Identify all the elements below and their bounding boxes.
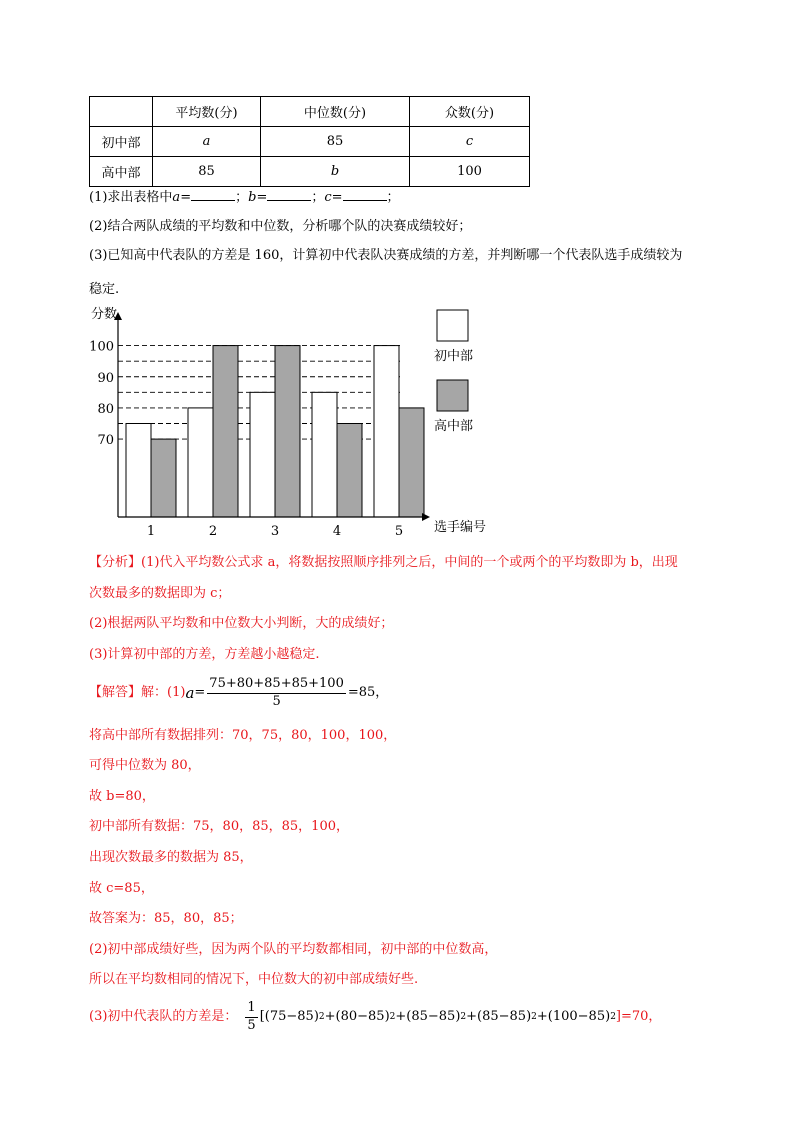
solution-line-7: 故 c=85， — [89, 881, 154, 896]
x-tick-label: 2 — [208, 524, 218, 538]
bar-junior — [250, 392, 275, 517]
variance-term: +(85−85) — [466, 1009, 532, 1024]
fraction-numerator: 75+80+85+85+100 — [207, 676, 346, 694]
bar-junior — [188, 408, 213, 517]
bar-junior — [126, 424, 151, 518]
x-tick-label: 4 — [332, 524, 342, 538]
y-tick-label: 90 — [97, 370, 114, 386]
variance-term: +(80−85) — [324, 1009, 390, 1024]
median-cell: b — [261, 157, 410, 187]
bar-senior — [213, 346, 238, 517]
square-exponent: 2 — [460, 1012, 467, 1022]
x-tick-label: 1 — [146, 524, 156, 538]
table-header-cell — [90, 97, 153, 127]
table-row — [90, 127, 530, 157]
question-3-line-1: (3)已知高中代表队的方差是 160，计算初中代表队决赛成绩的方差，并判断哪一个代表队选手成绩较为 — [89, 248, 683, 263]
variance-term: +(85−85) — [395, 1009, 461, 1024]
solution-line-3: 可得中位数为 80， — [89, 758, 201, 773]
legend-label: 初中部 — [434, 349, 474, 364]
fraction-denominator: 5 — [272, 694, 281, 709]
legend-swatch — [437, 310, 468, 341]
question-1 — [89, 188, 400, 207]
analysis-line-3: (2)根据两队平均数和中位数大小判断，大的成绩好； — [89, 616, 394, 631]
var-a: a — [172, 190, 181, 205]
solution-line-5: 初中部所有数据：75，80，85，85，100， — [89, 819, 349, 834]
table-header-row — [90, 97, 530, 127]
bar-junior — [312, 392, 337, 517]
mode-cell: 100 — [410, 157, 530, 187]
solution-intro: 解：(1) — [141, 685, 186, 700]
mean-cell: a — [153, 127, 261, 157]
separator: ； — [311, 190, 325, 205]
answer-blank-b — [267, 188, 311, 201]
table-header-cell: 中位数(分) — [261, 97, 410, 127]
table-header-cell: 平均数(分) — [153, 97, 261, 127]
bar-chart — [82, 298, 522, 538]
square-exponent: 2 — [610, 1012, 616, 1022]
var-a: a — [185, 684, 195, 702]
separator: ； — [235, 190, 249, 205]
table-row — [90, 157, 530, 187]
answer-blank-a — [191, 188, 235, 201]
bar-senior — [337, 424, 362, 518]
q1-prefix: (1)求出表格中 — [89, 190, 173, 205]
analysis-tag: 【分析】 — [89, 555, 142, 570]
mean-cell: 85 — [153, 157, 261, 187]
analysis-text: (1)代入平均数公式求 a，将数据按照顺序排列之后，中间的一个或两个的平均数即为 b，出现 — [141, 555, 678, 570]
solution-line-1 — [89, 676, 388, 710]
solution-line-8: 故答案为：85，80，85； — [89, 911, 243, 926]
x-tick-label: 5 — [394, 524, 404, 538]
solution-line-6: 出现次数最多的数据为 85， — [89, 850, 253, 865]
solution-line-2: 将高中部所有数据排列：70，75，80，100，100， — [89, 728, 397, 743]
equals: = — [331, 190, 343, 205]
variance-result: ]=70， — [615, 1009, 662, 1024]
answer-blank-c — [343, 188, 387, 201]
analysis-line-4: (3)计算初中部的方差，方差越小越稳定. — [89, 647, 320, 662]
stats-table — [89, 96, 530, 187]
question-3-line-2: 稳定. — [89, 282, 120, 297]
equals: = — [180, 190, 192, 205]
variance-term: +(100−85) — [536, 1009, 611, 1024]
equals: = — [256, 190, 268, 205]
fraction-numerator: 1 — [245, 1000, 257, 1018]
x-axis-label: 选手编号 — [434, 520, 487, 535]
y-axis-label: 分数 — [90, 307, 118, 322]
analysis-line-1 — [89, 554, 678, 572]
solution-line-10: 所以在平均数相同的情况下，中位数大的初中部成绩好些. — [89, 972, 419, 987]
variance-term: [(75−85) — [259, 1009, 319, 1024]
solution-line-4: 故 b=80， — [89, 789, 155, 804]
mode-cell: c — [410, 127, 530, 157]
bar-senior — [151, 439, 176, 517]
square-exponent: 2 — [389, 1012, 396, 1022]
variance-prefix: (3)初中代表队的方差是： — [89, 1009, 238, 1024]
x-axis-arrow — [422, 513, 430, 521]
variance-fraction — [245, 1000, 257, 1034]
bar-senior — [399, 408, 424, 517]
separator: ； — [386, 190, 400, 205]
solution-tag: 【解答】 — [89, 685, 142, 700]
square-exponent: 2 — [531, 1012, 537, 1022]
median-cell: 85 — [261, 127, 410, 157]
row-label: 初中部 — [90, 127, 153, 157]
y-tick-label: 100 — [89, 339, 114, 355]
y-tick-label: 70 — [97, 433, 114, 449]
row-label: 高中部 — [90, 157, 153, 187]
mean-result: =85， — [347, 685, 389, 700]
question-2: (2)结合两队成绩的平均数和中位数，分析哪个队的决赛成绩较好； — [89, 219, 472, 234]
legend-label: 高中部 — [434, 419, 474, 434]
var-c: c — [324, 190, 332, 205]
fraction-denominator: 5 — [247, 1018, 256, 1033]
analysis-line-2: 次数最多的数据即为 c； — [89, 586, 231, 601]
y-tick-label: 80 — [97, 401, 114, 417]
bar-junior — [374, 346, 399, 517]
solution-line-9: (2)初中部成绩好些，因为两个队的平均数都相同，初中部的中位数高， — [89, 942, 498, 957]
solution-line-11 — [89, 1000, 661, 1034]
x-tick-label: 3 — [270, 524, 280, 538]
legend-swatch — [437, 380, 468, 411]
square-exponent: 2 — [318, 1012, 325, 1022]
table-header-cell: 众数(分) — [410, 97, 530, 127]
mean-fraction — [207, 676, 346, 710]
var-b: b — [248, 190, 257, 205]
equals: = — [194, 685, 206, 700]
bar-senior — [275, 346, 300, 517]
